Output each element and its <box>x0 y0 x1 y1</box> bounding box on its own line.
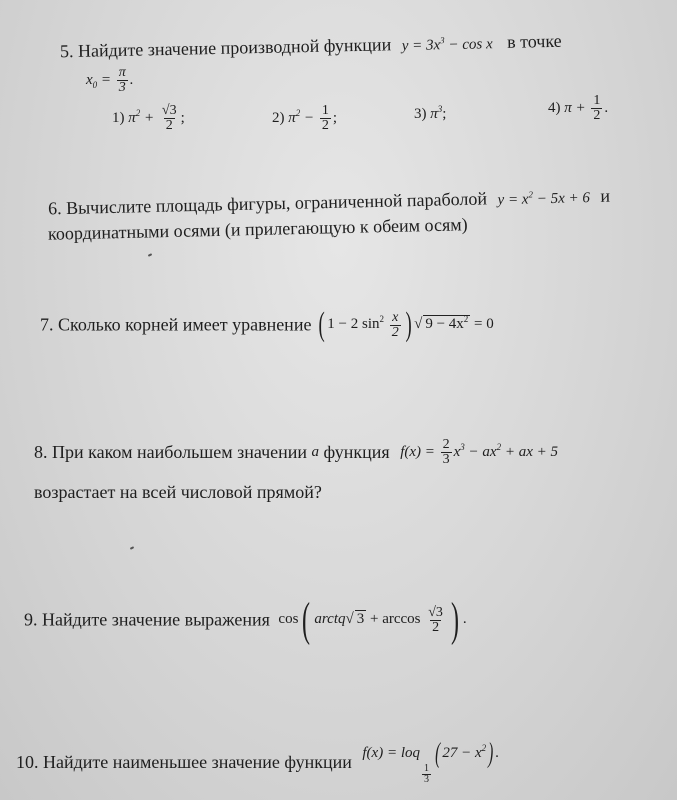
q7-equation: ( 1 − 2 $\sin^2$ $\frac{x}{2}$ ) √ $9 - 4x^2 = 0$ <box>318 306 494 343</box>
paper-mark <box>130 546 134 550</box>
q9-expression: cos( arctq√ 3 + arccos $\frac{√3}{2}$ ) . <box>278 593 467 646</box>
question-5 <box>60 31 562 63</box>
q5-function: $y = 3x^3 - \cos x$ <box>401 35 493 55</box>
q8-function: f(x) = $\frac{2}{3}$ $x^3 - ax^2$ + ax + 5 <box>400 437 558 467</box>
q6-line-2: координатными осями (и прилегающую к обеим осям) <box>47 214 468 244</box>
q5-text: 5. Найдите значение производной функции <box>59 34 392 62</box>
q5-point: $x_0$ = $\frac{\pi}{3}$ . <box>86 65 134 95</box>
q6-text: 6. Вычислите площадь фигуры, ограниченной параболой <box>47 188 488 219</box>
question-9 <box>24 593 467 646</box>
q6-formula: $y = x^2 - 5x + 6$ <box>497 189 591 209</box>
q8-text: 8. При каком наибольшем значении <box>34 442 308 462</box>
question-6: 6. Вычислите площадь фигуры, ограниченной параболой $y = x^2 - 5x + 6$ и <box>47 185 611 219</box>
question-10 <box>16 740 499 785</box>
paper-mark <box>148 253 152 257</box>
q9-text: 9. Найдите значение выражения <box>24 609 270 630</box>
q5-option-4: 4) π + $\frac{1}{2}$ . <box>548 93 609 123</box>
q5-option-2: 2) $\pi^2$ − $\frac{1}{2}$ ; <box>272 103 338 133</box>
question-8: 8. При каком наибольшем значении a функция f(x) = $\frac{2}{3}$ $x^3 - ax^2$ + ax + 5 <box>34 437 558 467</box>
q5-tail: в точке <box>506 30 562 52</box>
q10-text: 10. Найдите наименьшее значение функции <box>16 752 352 773</box>
q7-text: 7. Сколько корней имеет уравнение <box>40 314 312 335</box>
q10-function: f(x) = loq $\frac{1}{3}$ ( $27 - x^2$) . <box>362 738 500 786</box>
question-7 <box>40 308 494 342</box>
q8-line-2: возрастает на всей числовой прямой? <box>34 482 322 502</box>
q5-option-1: 1) $\pi^2$ + $\frac{√3}{2}$ ; <box>112 103 185 133</box>
q5-option-3: 3) $\pi^3$; <box>414 104 447 122</box>
